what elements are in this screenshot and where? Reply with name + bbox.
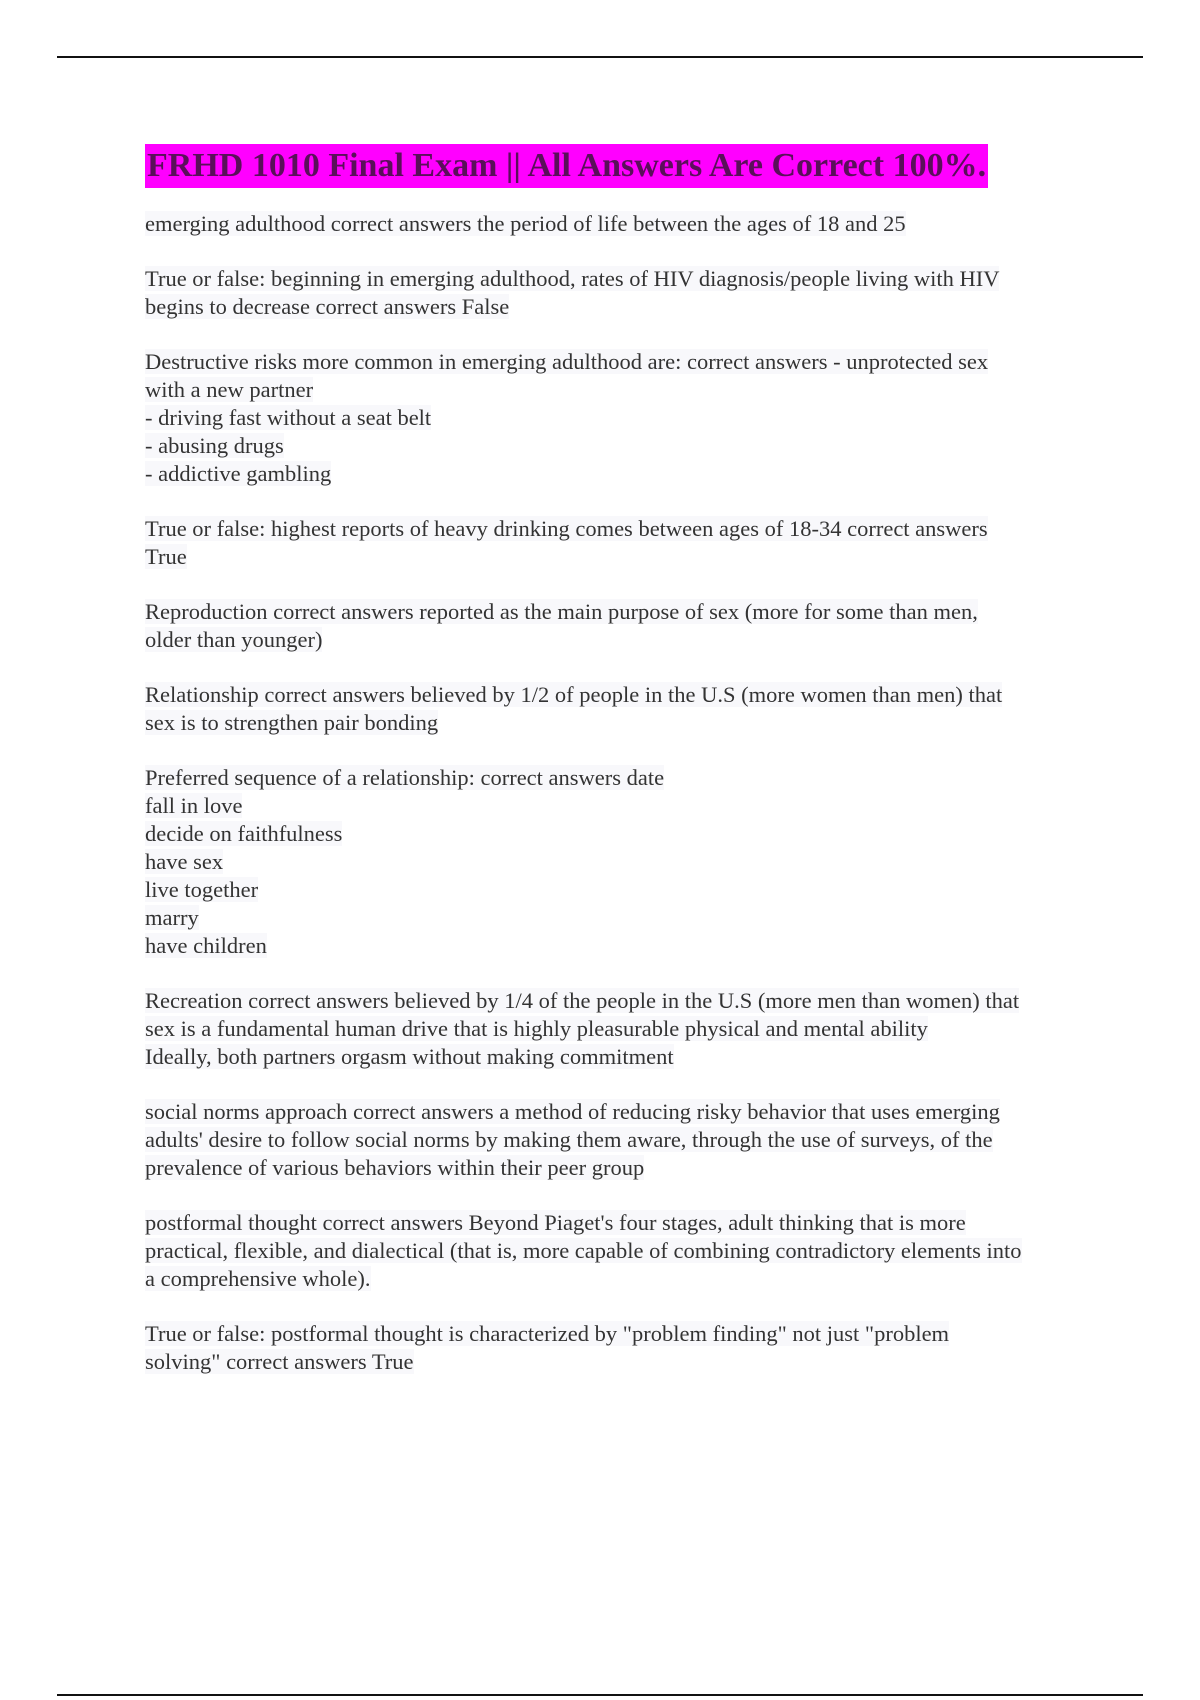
entry-line: - addictive gambling: [145, 461, 332, 486]
entry-line: live together: [145, 877, 259, 902]
entry-line: decide on faithfulness: [145, 821, 343, 846]
qa-entry: [145, 348, 1095, 488]
entry-line: a comprehensive whole).: [145, 1266, 371, 1291]
entry-line: older than younger): [145, 627, 323, 652]
entry-line: begins to decrease correct answers False: [145, 294, 510, 319]
qa-entry: [145, 265, 1095, 321]
entry-line: practical, flexible, and dialectical (that is, more capable of combining contradictory elements into: [145, 1238, 1022, 1263]
entry-line: adults' desire to follow social norms by making them aware, through the use of surveys, of the: [145, 1127, 993, 1152]
entry-line: with a new partner: [145, 377, 314, 402]
entry-line: prevalence of various behaviors within their peer group: [145, 1155, 645, 1180]
entry-line: True or false: beginning in emerging adulthood, rates of HIV diagnosis/people living with HIV: [145, 266, 1000, 291]
qa-entry: [145, 210, 1095, 238]
entry-line: True or false: postformal thought is characterized by "problem finding" not just "problem: [145, 1321, 950, 1346]
entry-line: sex is to strengthen pair bonding: [145, 710, 439, 735]
qa-entry: [145, 764, 1095, 960]
top-rule: [57, 56, 1143, 58]
qa-entry: [145, 598, 1095, 654]
entry-line: Relationship correct answers believed by 1/2 of people in the U.S (more women than men) that: [145, 682, 1003, 707]
entry-line: postformal thought correct answers Beyond Piaget's four stages, adult thinking that is more: [145, 1210, 966, 1235]
entry-line: Ideally, both partners orgasm without making commitment: [145, 1044, 674, 1069]
entry-line: have sex: [145, 849, 224, 874]
entry-line: Reproduction correct answers reported as the main purpose of sex (more for some than men,: [145, 599, 978, 624]
qa-entry: [145, 1098, 1095, 1182]
entry-line: True: [145, 544, 187, 569]
entry-line: Preferred sequence of a relationship: correct answers date: [145, 765, 665, 790]
entry-line: - driving fast without a seat belt: [145, 405, 432, 430]
qa-entry: [145, 987, 1095, 1071]
entry-line: solving" correct answers True: [145, 1349, 414, 1374]
entry-line: marry: [145, 905, 199, 930]
entry-line: have children: [145, 933, 267, 958]
document-body: [145, 144, 1095, 1403]
bottom-rule: [57, 1694, 1143, 1696]
entry-line: emerging adulthood correct answers the period of life between the ages of 18 and 25: [145, 211, 906, 236]
qa-entry: [145, 681, 1095, 737]
entry-line: social norms approach correct answers a method of reducing risky behavior that uses emerging: [145, 1099, 1000, 1124]
entry-line: sex is a fundamental human drive that is highly pleasurable physical and mental ability: [145, 1016, 928, 1041]
entry-line: True or false: highest reports of heavy drinking comes between ages of 18-34 correct answers: [145, 516, 988, 541]
entry-line: - abusing drugs: [145, 433, 284, 458]
qa-entry: [145, 515, 1095, 571]
qa-entry: [145, 1209, 1095, 1293]
qa-entry: [145, 1320, 1095, 1376]
entry-line: fall in love: [145, 793, 243, 818]
entry-line: Recreation correct answers believed by 1/4 of the people in the U.S (more men than women) that: [145, 988, 1020, 1013]
document-title: FRHD 1010 Final Exam || All Answers Are Correct 100%.: [145, 144, 988, 188]
entry-line: Destructive risks more common in emerging adulthood are: correct answers - unprotected sex: [145, 349, 989, 374]
